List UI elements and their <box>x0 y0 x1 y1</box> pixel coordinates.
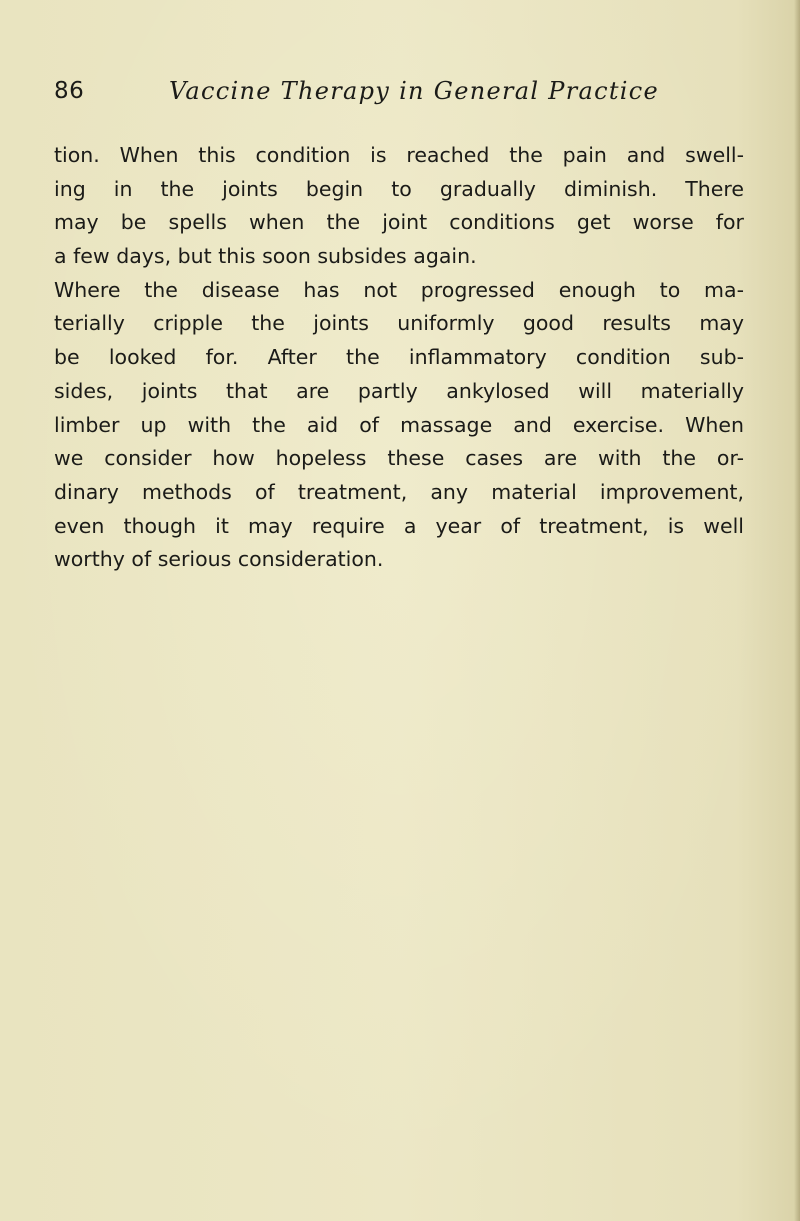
text-line: be looked for. After the inflammatory condition sub- <box>54 345 744 370</box>
text-line: ing in the joints begin to gradually diminish. There <box>54 176 744 201</box>
page-edge-shadow <box>794 0 800 1221</box>
text-line: sides, joints that are partly ankylosed will materially <box>54 378 744 403</box>
text-line: tion. When this condition is reached the pain and swell- <box>54 143 744 167</box>
text-line: we consider how hopeless these cases are with the or- <box>54 446 744 471</box>
text-line: terially cripple the joints uniformly good results may <box>54 311 744 336</box>
text-line: a few days, but this soon subsides again. <box>54 244 477 269</box>
running-title: Vaccine Therapy in General Practice <box>169 77 660 105</box>
text-line: may be spells when the joint conditions get worse for <box>54 210 744 235</box>
page-number: 86 <box>54 78 85 104</box>
text-line: limber up with the aid of massage and exercise. When <box>54 412 744 437</box>
page-header <box>54 73 744 109</box>
text-line: even though it may require a year of treatment, is well <box>54 513 744 538</box>
text-line: dinary methods of treatment, any material improvement, <box>54 479 744 504</box>
text-line: Where the disease has not progressed enough to ma- <box>54 277 744 302</box>
body-text <box>54 139 744 577</box>
text-line: worthy of serious consideration. <box>54 547 384 572</box>
